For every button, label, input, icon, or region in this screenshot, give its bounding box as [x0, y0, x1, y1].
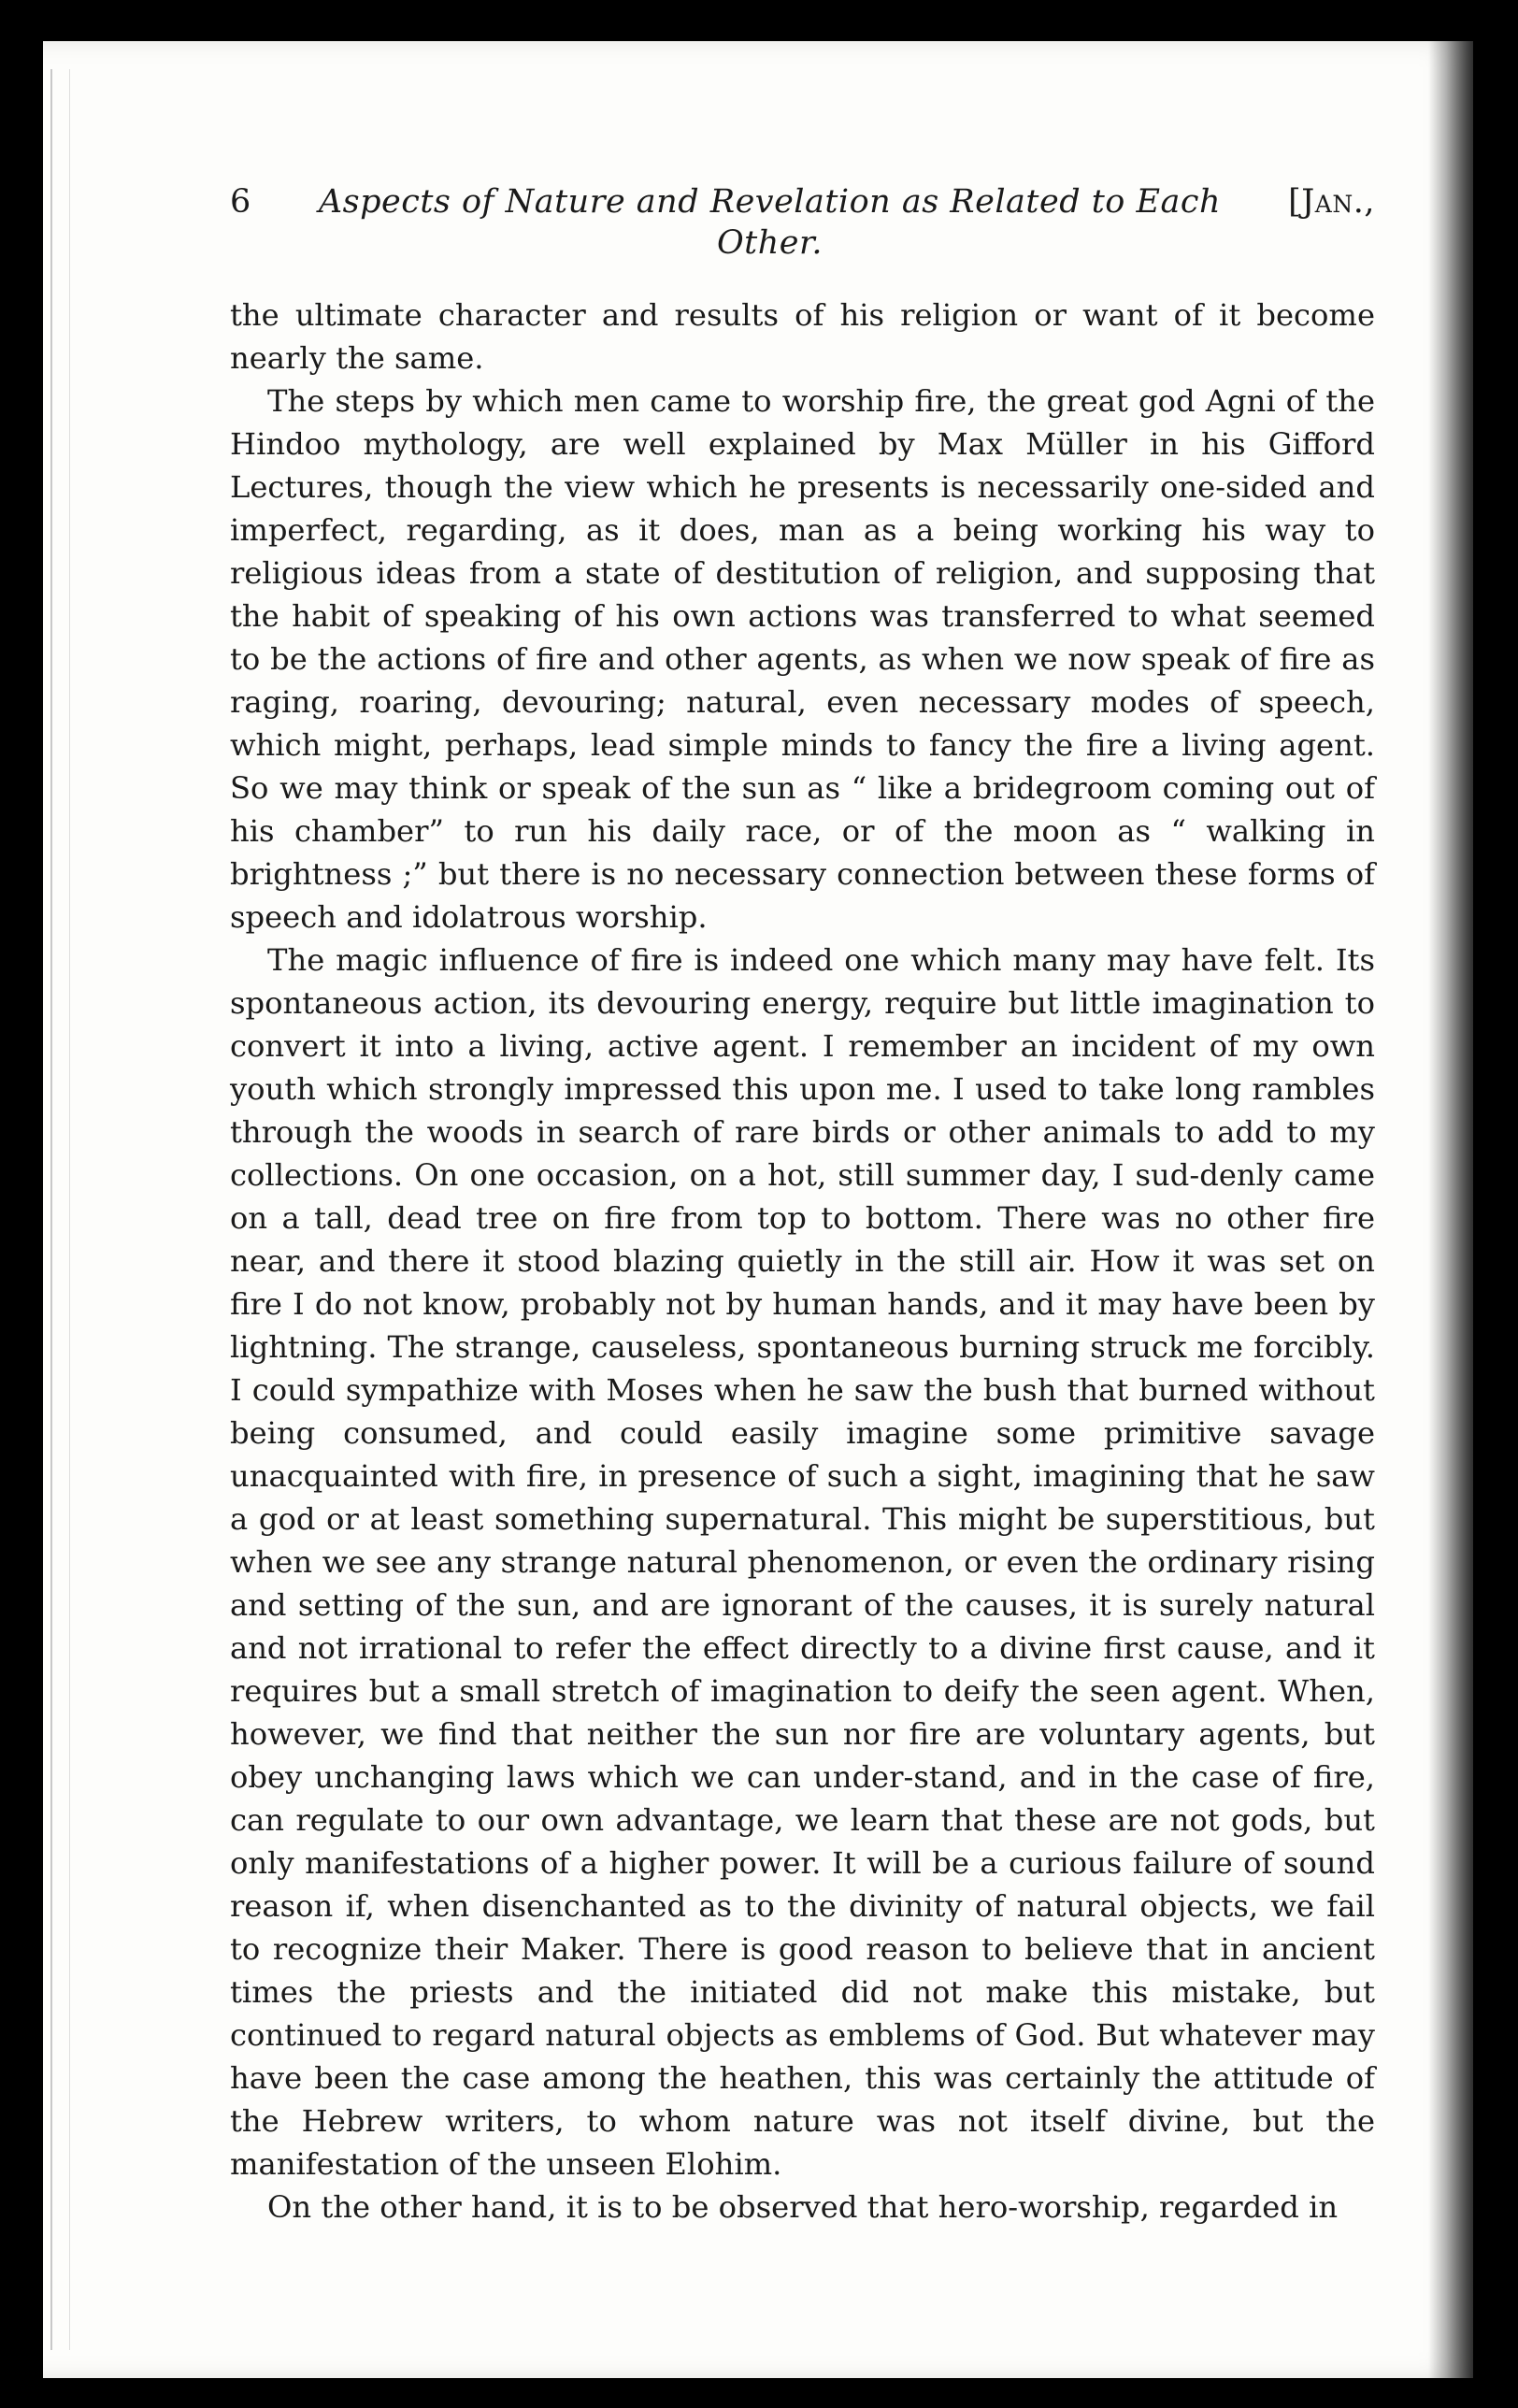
page-edge-lines	[50, 69, 70, 2350]
page-number: 6	[230, 183, 251, 221]
binding-gutter-shadow	[1428, 41, 1473, 2378]
text-block	[230, 181, 1375, 2229]
paragraph-continuation: the ultimate character and results of his religion or want of it become nearly the same.	[230, 297, 1375, 376]
paragraph-hero-worship: On the other hand, it is to be observed that hero-worship, regarded in	[267, 2189, 1339, 2225]
paragraph-fire-influence: The magic influence of fire is indeed one which many may have felt. Its spontaneous action, its devouring energy, require but little imagination to convert it into a living, active agent. I remember an incident of my own youth which strongly impressed this upon me. I used to take long rambles through the woods in search of rare birds or other animals to add to my collections. On one occasion, on a hot, still summer day, I sud-denly came on a tall, dead tree on fire from top to bottom. There was no other fire near, and there it stood blazing quietly in the still air. How it was set on fire I do not know, probably not by human hands, and it may have been by lightning. The strange, causeless, spontaneous burning struck me forcibly. I could sympathize with Moses when he saw the bush that burned without being consumed, and could easily imagine some primitive savage unacquainted with fire, in presence of such a sight, imagining that he saw a god or at least something supernatural. This might be superstitious, but when we see any strange natural phenomenon, or even the ordinary rising and setting of the sun, and are ignorant of the causes, it is surely natural and not irrational to refer the effect directly to a divine first cause, and it requires but a small stretch of imagination to deify the seen agent. When, however, we find that neither the sun nor fire are voluntary agents, but obey unchanging laws which we can under-stand, and in the case of fire, can regulate to our own advantage, we learn that these are not gods, but only manifestations of a higher power. It will be a curious failure of sound reason if, when disenchanted as to the divinity of natural objects, we fail to recognize their Maker. There is good reason to believe that in ancient times the priests and the initiated did not make this mistake, but continued to regard natural objects as emblems of God. But whatever may have been the case among the heathen, this was certainly the attitude of the Hebrew writers, to whom nature was not itself divine, but the manifestation of the unseen Elohim.	[230, 942, 1375, 2182]
running-title: Aspects of Nature and Revelation as Related to Each Other.	[318, 183, 1222, 262]
paragraph-agni: The steps by which men came to worship fire, the great god Agni of the Hindoo mythology, are well explained by Max Müller in his Gifford Lectures, though the view which he presents is necessarily one-sided and imperfect, regarding, as it does, man as a being working his way to religious ideas from a state of destitution of religion, and supposing that the habit of speaking of his own actions was transferred to what seemed to be the actions of fire and other agents, as when we now speak of fire as raging, roaring, devouring; natural, even necessary modes of speech, which might, perhaps, lead simple minds to fancy the fire a living agent. So we may think or speak of the sun as “ like a bridegroom coming out of his chamber” to run his daily race, or of the moon as “ walking in brightness ;” but there is no necessary connection between these forms of speech and idolatrous worship.	[230, 383, 1375, 935]
running-head	[230, 181, 1375, 264]
running-date: [Jan.,	[1288, 183, 1375, 221]
page-leaf	[43, 41, 1473, 2378]
